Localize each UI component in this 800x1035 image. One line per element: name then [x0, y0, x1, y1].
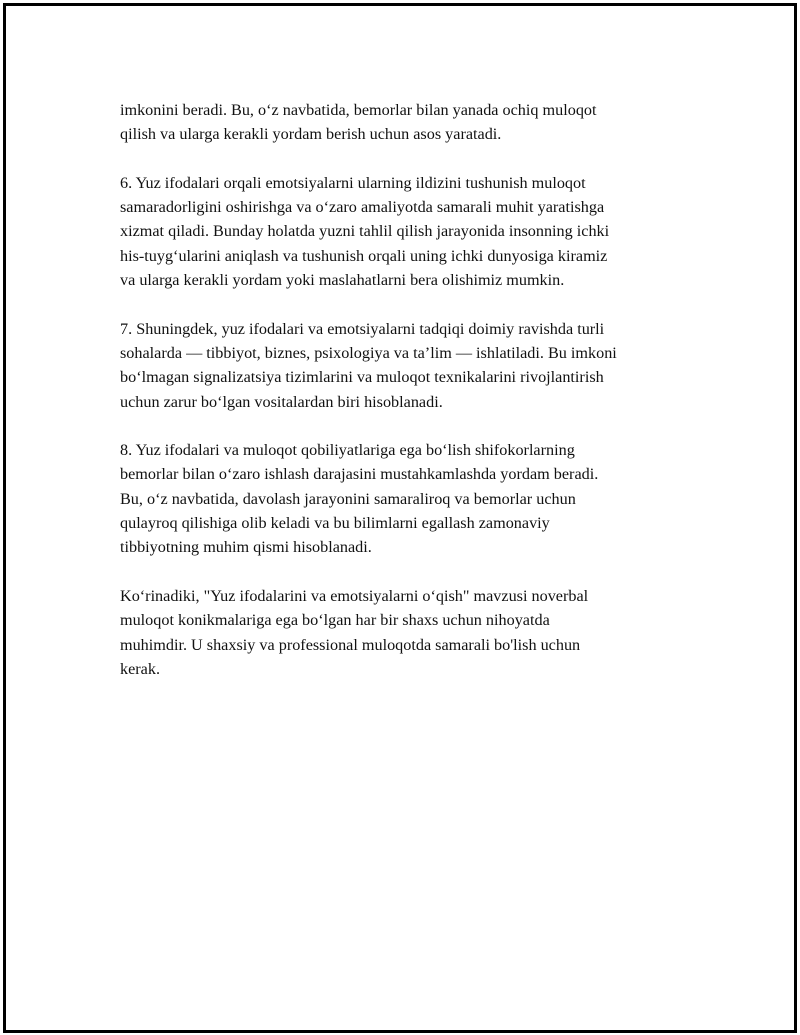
paragraph-conclusion: Koʻrinadiki, "Yuz ifodalarini va emotsiyalarni oʻqish" mavzusi noverbal muloqot konikmalariga ega boʻlgan har bir shaxs uchun nihoyatda muhimdir. U shaxsiy va professional muloqotda samarali bo'lish uchun kerak.	[120, 586, 589, 678]
page-frame	[3, 3, 797, 1033]
page-content	[120, 98, 700, 705]
paragraph-item-6: 6. Yuz ifodalari orqali emotsiyalarni ularning ildizini tushunish muloqot samaradorligini oshirishga va oʻzaro amaliyotda samarali muhit yaratishga xizmat qiladi. Bunday holatda yuzni tahlil qilish jarayonida insonning ichki his-tuygʻularini aniqlash va tushunish orqali uning ichki dunyosiga kiramiz va ularga kerakli yordam yoki maslahatlarni bera olishimiz mumkin.	[120, 173, 610, 290]
paragraph-continuation: imkonini beradi. Bu, oʻz navbatida, bemorlar bilan yanada ochiq muloqot qilish va ularga kerakli yordam berish uchun asos yaratadi.	[120, 101, 597, 144]
paragraph-item-8: 8. Yuz ifodalari va muloqot qobiliyatlariga ega boʻlish shifokorlarning bemorlar bilan oʻzaro ishlash darajasini mustahkamlashda yordam beradi. Bu, oʻz navbatida, davolash jarayonini samaraliroq va bemorlar uchun qulayroq qilishiga olib keladi va bu bilimlarni egallash zamonaviy tibbiyotning muhim qismi hisoblanadi.	[120, 441, 599, 557]
paragraph-item-7: 7. Shuningdek, yuz ifodalari va emotsiyalarni tadqiqi doimiy ravishda turli sohalarda — tibbiyot, biznes, psixologiya va ta’lim — ishlatiladi. Bu imkoni boʻlmagan signalizatsiya tizimlarini va muloqot texnikalarini rivojlantirish uchun zarur boʻlgan vositalardan biri hisoblanadi.	[120, 319, 617, 411]
